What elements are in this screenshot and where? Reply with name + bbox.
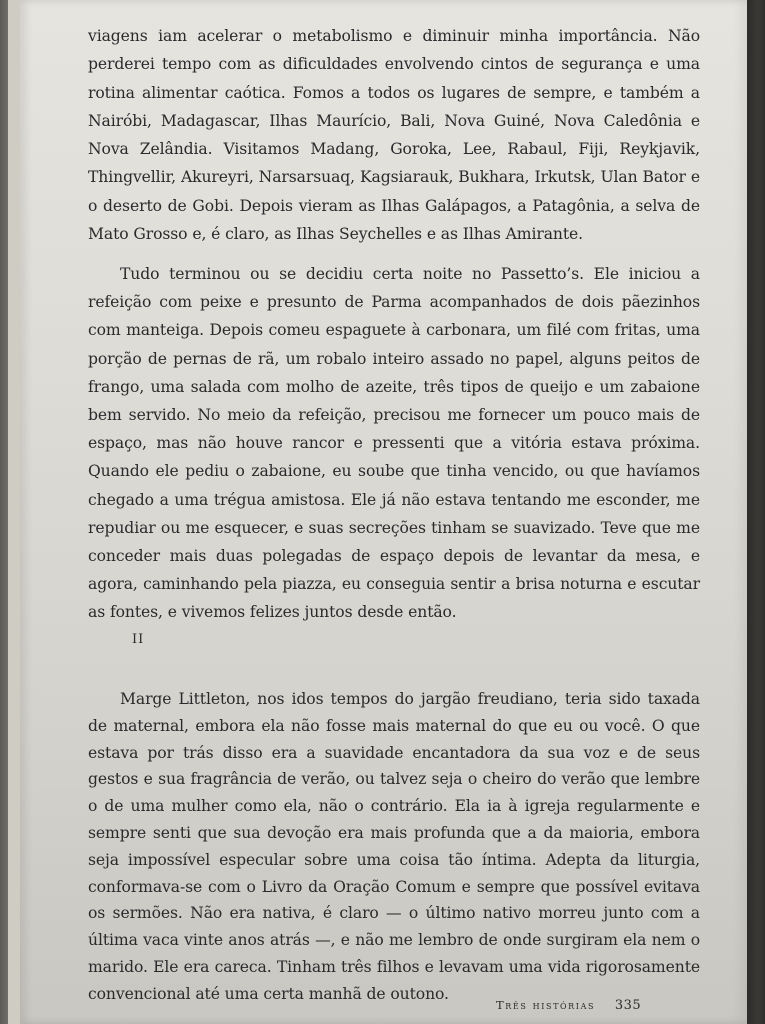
paragraph-2	[88, 260, 700, 627]
page-number: 335	[614, 998, 642, 1013]
running-head: Três histórias	[496, 998, 596, 1012]
paragraph-1-text: viagens iam acelerar o metabolismo e diminuir minha importância. Não perderei tempo com as dificuldades envolvendo cintos de segurança e uma rotina alimentar caótica. Fomos a todos os lugares de sempre, e também a Nairóbi, Madagascar, Ilhas Maurício, Bali, Nova Guiné, Nova Caledônia e Nova Zelândia. Visitamos Madang, Goroka, Lee, Rabaul, Fiji, Reykjavik, Thingvellir, Akureyri, Narsarsuaq, Kagsiarauk, Bukhara, Irkutsk, Ulan Bator e o deserto de Gobi. Depois vieram as Ilhas Galápagos, a Patagônia, a selva de Mato Grosso e, é claro, as Ilhas Seychelles e as Ilhas Amirante.	[88, 27, 700, 244]
paragraph-2-text: Tudo terminou ou se decidiu certa noite no Passetto’s. Ele iniciou a refeição com peixe e presunto de Parma acompanhados de dois pãezinhos com manteiga. Depois comeu espaguete à carbonara, um filé com fritas, uma porção de pernas de rã, um robalo inteiro assado no papel, alguns peitos de frango, uma salada com molho de azeite, três tipos de queijo e um zabaione bem servido. No meio da refeição, precisou me fornecer um pouco mais de espaço, mas não houve rancor e pressenti que a vitória estava próxima. Quando ele pediu o zabaione, eu soube que tinha vencido, ou que havíamos chegado a uma trégua amistosa. Ele já não estava tentando me esconder, me repudiar ou me esquecer, e suas secreções tinham se suavizado. Teve que me conceder mais duas polegadas de espaço depois de levantar da mesa, e agora, caminhando pela piazza, eu conseguia sentir a brisa noturna e escutar as fontes, e vivemos felizes juntos desde então.	[88, 265, 700, 622]
section-number: II	[132, 632, 145, 647]
book-spine-shadow	[747, 0, 765, 1024]
book-page	[20, 0, 747, 1024]
paragraph-3	[88, 686, 700, 1008]
paragraph-1	[88, 22, 700, 248]
page-footer	[496, 998, 641, 1013]
paragraph-3-text: Marge Littleton, nos idos tempos do jargão freudiano, teria sido taxada de maternal, embora ela não fosse mais maternal do que eu ou você. O que estava por trás disso era a suavidade encantadora da sua voz e de seus gestos e sua fragrância de verão, ou talvez seja o cheiro do verão que lembre o de uma mulher como ela, não o contrário. Ela ia à igreja regularmente e sempre senti que sua devoção era mais profunda que a da maioria, embora seja impossível especular sobre uma coisa tão íntima. Adepta da liturgia, conformava-se com o Livro da Oração Comum e sempre que possível evitava os sermões. Não era nativa, é claro — o último nativo morreu junto com a última vaca vinte anos atrás —, e não me lembro de onde surgiram ela nem o marido. Ele era careca. Tinham três filhos e levavam uma vida rigorosamente convencional até uma certa manhã de outono.	[88, 690, 700, 1003]
